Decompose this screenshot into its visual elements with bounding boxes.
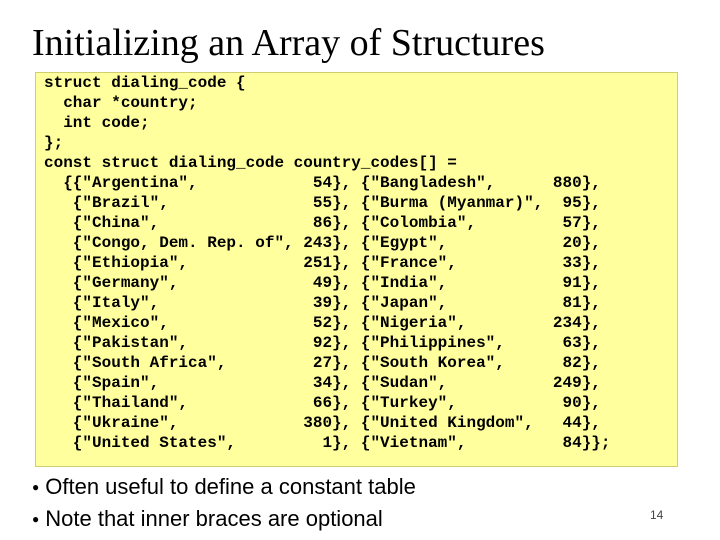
code-line: {"China", 86}, {"Colombia", 57}, [44, 214, 601, 232]
code-line: {"Mexico", 52}, {"Nigeria", 234}, [44, 314, 601, 332]
code-line: }; [44, 134, 64, 152]
code-line: char *country; [44, 94, 198, 112]
page-number: 14 [650, 508, 664, 522]
bullet-icon: ● [32, 512, 40, 526]
code-line: {"Thailand", 66}, {"Turkey", 90}, [44, 394, 601, 412]
code-line: {"Spain", 34}, {"Sudan", 249}, [44, 374, 601, 392]
bullet-text: Note that inner braces are optional [45, 506, 383, 531]
code-line: {"Ukraine", 380}, {"United Kingdom", 44}, [44, 414, 601, 432]
code-line: {"Brazil", 55}, {"Burma (Myanmar)", 95}, [44, 194, 601, 212]
slide-title: Initializing an Array of Structures [32, 22, 545, 64]
code-line: {"Pakistan", 92}, {"Philippines", 63}, [44, 334, 601, 352]
code-line: {"United States", 1}, {"Vietnam", 84}}; [44, 434, 611, 452]
code-line: {"South Africa", 27}, {"South Korea", 82}, [44, 354, 601, 372]
code-line: {"Italy", 39}, {"Japan", 81}, [44, 294, 601, 312]
code-line: {"Germany", 49}, {"India", 91}, [44, 274, 601, 292]
bullet-item [32, 476, 416, 498]
code-line: {"Congo, Dem. Rep. of", 243}, {"Egypt", 20}, [44, 234, 601, 252]
code-line: const struct dialing_code country_codes[] = [44, 154, 457, 172]
bullet-text: Often useful to define a constant table [45, 474, 416, 499]
code-line: struct dialing_code { [44, 74, 246, 92]
code-line: {{"Argentina", 54}, {"Bangladesh", 880}, [44, 174, 601, 192]
code-line: int code; [44, 114, 150, 132]
bullet-icon: ● [32, 480, 40, 494]
code-block [35, 72, 678, 467]
bullet-item [32, 508, 383, 530]
code-line: {"Ethiopia", 251}, {"France", 33}, [44, 254, 601, 272]
